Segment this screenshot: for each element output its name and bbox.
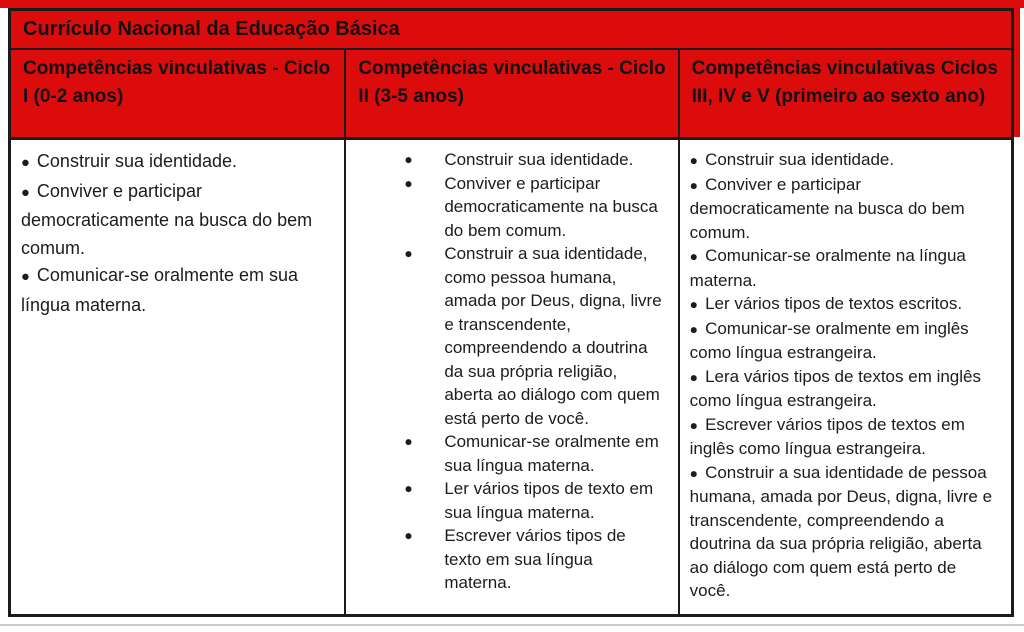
competency-item	[404, 148, 661, 172]
competency-item	[404, 477, 661, 524]
competency-item	[404, 524, 661, 595]
competency-text: Comunicar-se oralmente em sua língua materna.	[21, 265, 299, 315]
competency-text: Construir a sua identidade, como pessoa humana, amada por Deus, digna, livre e transcendente, compreendendo a doutrina da sua própria religião, aberta ao diálogo com quem está perto de você.	[444, 244, 662, 428]
bullet-icon: ●	[404, 245, 413, 261]
competency-item	[690, 292, 1001, 317]
header-ciclo1: Competências vinculativas - Ciclo I (0-2 anos)	[23, 58, 331, 107]
bottom-hairline	[0, 624, 1024, 626]
bullet-icon: ●	[689, 464, 699, 481]
bullet-icon: ●	[404, 174, 413, 191]
bullet-icon: ●	[404, 433, 413, 449]
bullet-icon: ●	[689, 248, 699, 264]
competency-item	[404, 172, 661, 243]
competency-text: Conviver e participar democraticamente na busca do bem comum.	[689, 174, 965, 242]
competency-item	[404, 430, 661, 477]
competency-text: Ler vários tipos de texto em sua língua materna.	[444, 479, 654, 522]
bullet-icon: ●	[689, 152, 699, 168]
bullet-icon: ●	[689, 416, 699, 433]
competency-text: Construir sua identidade.	[444, 150, 634, 169]
competency-item	[21, 178, 334, 263]
competency-text: Lera vários tipos de textos em inglês como língua estrangeira.	[689, 366, 981, 410]
competency-text: Comunicar-se oralmente em inglês como língua estrangeira.	[689, 318, 969, 362]
table-header-row	[11, 50, 1011, 140]
curriculum-table	[8, 8, 1014, 617]
competency-text: Ler vários tipos de textos escritos.	[705, 294, 963, 313]
competency-item	[690, 244, 1001, 292]
competency-text: Construir a sua identidade de pessoa humana, amada por Deus, digna, livre e transcendente, compreendendo a doutrina da sua própria religião, aberta ao diálogo com quem está perto de você.	[689, 462, 993, 600]
bullet-icon: ●	[21, 184, 30, 201]
bullet-icon: ●	[689, 368, 699, 385]
competency-item	[21, 148, 334, 178]
competency-item	[690, 317, 1001, 365]
competency-item	[690, 413, 1001, 461]
competency-item	[690, 365, 1001, 413]
bullet-icon: ●	[404, 151, 413, 167]
bullet-icon: ●	[689, 176, 699, 193]
table-body-row	[11, 140, 1011, 614]
competency-text: Conviver e participar democraticamente na busca do bem comum.	[21, 180, 313, 258]
cell-ciclos3-4-5-competencias	[678, 140, 1011, 614]
competency-item	[21, 262, 334, 319]
bullet-icon: ●	[404, 480, 413, 496]
competency-text: Comunicar-se oralmente em sua língua materna.	[444, 432, 659, 475]
header-ciclo2: Competências vinculativas - Ciclo II (3-5 anos)	[344, 50, 677, 137]
header-ciclos3-4-5: Competências vinculativas Ciclos III, IV e V (primeiro ao sexto ano)	[678, 50, 1011, 137]
competency-item	[690, 461, 1001, 603]
red-top-strip	[0, 0, 1024, 8]
competency-text: Conviver e participar democraticamente na busca do bem comum.	[444, 173, 658, 240]
red-right-bleed	[1013, 8, 1020, 137]
bullet-icon: ●	[689, 296, 699, 312]
table-title: Currículo Nacional da Educação Básica	[11, 11, 1011, 50]
competency-item	[404, 242, 662, 430]
bullet-icon: ●	[689, 320, 699, 337]
bullet-icon: ●	[21, 269, 30, 285]
competency-text: Construir sua identidade.	[705, 150, 895, 169]
competency-text: Construir sua identidade.	[36, 151, 238, 171]
bullet-icon: ●	[21, 155, 30, 171]
competency-item	[690, 173, 1001, 245]
competency-text: Escrever vários tipos de texto em sua língua materna.	[444, 526, 626, 592]
bullet-icon: ●	[404, 527, 413, 543]
competency-text: Comunicar-se oralmente na língua materna.	[689, 246, 966, 290]
competency-item	[690, 148, 1001, 173]
cell-ciclo1-competencias	[11, 140, 344, 614]
competency-text: Escrever vários tipos de textos em inglês como língua estrangeira.	[689, 414, 965, 458]
cell-ciclo2-competencias	[344, 140, 677, 614]
